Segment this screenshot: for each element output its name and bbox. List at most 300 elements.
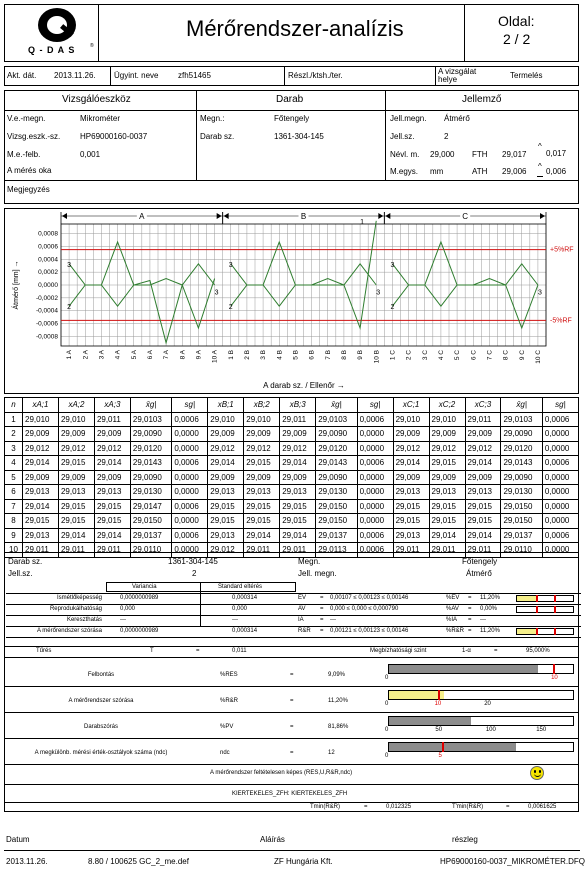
table-cell: 29,009 <box>23 427 59 442</box>
table-row <box>5 470 579 485</box>
table-cell: 29,011 <box>465 412 501 427</box>
table-cell: 29,0120 <box>316 441 357 456</box>
table-cell: 29,0150 <box>501 499 542 514</box>
x-tick-label: 1 C <box>389 350 397 361</box>
var-range: 0,00107 ≤ 0,00123 ≤ 0,00146 <box>330 595 409 601</box>
var-eq: = <box>320 617 324 623</box>
run-chart <box>4 208 579 394</box>
pct-value: 11,20% <box>480 628 500 634</box>
var-code: R&R <box>298 628 311 634</box>
column-header: xA;3 <box>94 398 130 413</box>
table-cell: 29,011 <box>280 412 316 427</box>
sum-darab-label: Darab sz. <box>8 557 43 566</box>
table-cell: 29,0120 <box>130 441 171 456</box>
table-cell: 29,010 <box>208 412 244 427</box>
table-cell: 29,014 <box>465 528 501 543</box>
akt-dat-label: Akt. dát. <box>7 71 37 80</box>
column-header: xA;1 <box>23 398 59 413</box>
table-cell: 29,009 <box>429 470 465 485</box>
tmin-rr2: 0,0061625 <box>528 804 557 810</box>
index-code: %R&R <box>220 698 239 704</box>
table-cell: 29,013 <box>465 485 501 500</box>
eszkoz-felb-label: M.e.-felb. <box>7 150 41 159</box>
table-cell: 0,0000 <box>172 514 208 529</box>
table-cell: 29,011 <box>429 543 465 558</box>
table-cell: 29,012 <box>23 441 59 456</box>
table-cell: 29,013 <box>244 485 280 500</box>
qdas-logo <box>38 8 76 42</box>
nevl: 29,000 <box>430 150 455 159</box>
eszkoz-szam-label: Vizsg.eszk.-sz. <box>7 132 61 141</box>
index-tick: 5 <box>438 753 442 759</box>
eszkoz-szam: HP69000160-0037 <box>80 132 148 141</box>
table-cell: 29,009 <box>465 427 501 442</box>
section-jellemzo: Jellemző <box>462 94 502 105</box>
datum-label: Datum <box>6 835 30 844</box>
pct-label: %EV <box>446 595 460 601</box>
table-cell: 0,0006 <box>357 412 393 427</box>
index-bar <box>388 742 574 752</box>
table-cell: 29,0137 <box>501 528 542 543</box>
result-text: A mérőrendszer feltételesen képes (RES,U,R&R,ndc) <box>210 770 353 776</box>
point-marker: 3 <box>537 289 542 297</box>
ugyint-label: Ügyint. neve <box>114 71 159 80</box>
table-cell: 29,011 <box>94 543 130 558</box>
table-cell: 0,0000 <box>542 427 578 442</box>
table-cell: 29,0090 <box>316 470 357 485</box>
y-tick-label: -0,0008 <box>35 333 58 341</box>
y-tick-label: -0,0006 <box>35 320 58 328</box>
ath-tol: 0,006 <box>546 167 567 176</box>
index-bar <box>388 690 574 700</box>
table-cell: 2 <box>5 427 23 442</box>
x-tick-label: 7 C <box>486 350 494 361</box>
table-cell: 0,0006 <box>357 528 393 543</box>
table-cell: 29,011 <box>23 543 59 558</box>
table-cell: 29,0147 <box>130 499 171 514</box>
table-cell: 29,011 <box>94 412 130 427</box>
column-header: xB;2 <box>244 398 280 413</box>
table-cell: 9 <box>5 528 23 543</box>
x-tick-label: 3 B <box>260 350 268 360</box>
table-row <box>5 485 579 500</box>
table-cell: 0,0000 <box>542 499 578 514</box>
table-cell: 29,009 <box>94 427 130 442</box>
measurement-table <box>4 397 579 558</box>
group-label: A <box>139 212 145 221</box>
megb-label: Megbízhatósági szint <box>370 648 427 654</box>
table-cell: 29,012 <box>58 441 94 456</box>
table-cell: 29,012 <box>280 441 316 456</box>
table-cell: 29,009 <box>244 427 280 442</box>
table-cell: 29,011 <box>465 543 501 558</box>
table-cell: 29,010 <box>429 412 465 427</box>
limit-label: +5%RF <box>550 246 574 254</box>
table-cell: 0,0000 <box>172 470 208 485</box>
var-eq: = <box>320 595 324 601</box>
tures: 0,011 <box>232 648 247 654</box>
table-cell: 0,0000 <box>542 514 578 529</box>
column-header: sg| <box>357 398 393 413</box>
table-cell: 29,013 <box>23 528 59 543</box>
table-cell: 29,011 <box>280 543 316 558</box>
x-tick-label: 3 A <box>98 350 106 360</box>
table-cell: 0,0006 <box>542 528 578 543</box>
ugyint: zfh51465 <box>178 71 211 80</box>
table-cell: 0,0006 <box>542 456 578 471</box>
table-cell: 29,0143 <box>316 456 357 471</box>
x-tick-label: 8 B <box>340 350 348 360</box>
table-cell: 29,015 <box>429 514 465 529</box>
group-label: C <box>462 212 469 221</box>
tmin-rr-label: Tmin(R&R) <box>310 804 340 810</box>
index-value: 12 <box>328 750 335 756</box>
x-axis-label: A darab sz. / Ellenőr → <box>263 381 345 390</box>
pct-value: 0,00% <box>480 606 498 612</box>
x-tick-label: 10 C <box>534 350 542 364</box>
reszl-label: Részl./ktsh./ter. <box>288 71 343 80</box>
table-cell: 29,013 <box>208 485 244 500</box>
table-cell: 29,012 <box>244 441 280 456</box>
x-tick-label: 4 C <box>437 350 445 361</box>
table-cell: 29,0130 <box>501 485 542 500</box>
table-cell: 29,0090 <box>316 427 357 442</box>
index-tick: 50 <box>435 727 443 733</box>
index-label: A megkülönb. mérési érték-osztályok száma (ndc) <box>34 750 168 756</box>
table-cell: 0,0000 <box>357 441 393 456</box>
section-darab: Darab <box>276 94 304 105</box>
darab-megn-label: Megn.: <box>200 114 225 123</box>
table-cell: 29,009 <box>393 470 429 485</box>
table-cell: 29,009 <box>58 470 94 485</box>
table-cell: 7 <box>5 499 23 514</box>
x-tick-label: 2 C <box>405 350 413 361</box>
table-cell: 29,0130 <box>316 485 357 500</box>
table-cell: 1 <box>5 412 23 427</box>
table-cell: 29,0130 <box>130 485 171 500</box>
table-cell: 29,013 <box>393 485 429 500</box>
table-cell: 29,015 <box>58 499 94 514</box>
x-tick-label: 6 C <box>470 350 478 361</box>
y-tick-label: -0,0002 <box>35 294 58 302</box>
sum-jell: 2 <box>192 569 197 578</box>
index-tick: 10 <box>434 701 442 707</box>
table-cell: 29,0137 <box>316 528 357 543</box>
footer-file: HP69000160-0037_MIKROMÉTER.DFQ <box>440 857 585 866</box>
table-cell: 0,0000 <box>172 485 208 500</box>
column-header: xB;1 <box>208 398 244 413</box>
table-cell: 29,0110 <box>130 543 171 558</box>
table-cell: 29,015 <box>244 499 280 514</box>
table-cell: 29,014 <box>244 528 280 543</box>
x-tick-label: 4 B <box>276 350 284 360</box>
pct-label: %IA <box>446 617 458 623</box>
var-label: Ismétlőképesség <box>56 595 102 601</box>
x-tick-label: 5 B <box>292 350 300 360</box>
index-eq: = <box>290 698 294 704</box>
std-value: --- <box>232 617 238 623</box>
tures-eq: = <box>196 648 200 654</box>
table-cell: 29,014 <box>58 528 94 543</box>
megb-sym: 1-α <box>462 648 471 654</box>
table-cell: 5 <box>5 470 23 485</box>
std-value: 0,000314 <box>232 628 258 634</box>
table-cell: 29,013 <box>429 485 465 500</box>
page-label: Oldal: <box>498 13 535 29</box>
table-cell: 29,0090 <box>130 470 171 485</box>
pct-eq: = <box>468 595 472 601</box>
table-cell: 29,012 <box>465 441 501 456</box>
jell-megn: Átmérő <box>444 114 470 123</box>
std-label: Standard eltérés <box>218 584 263 590</box>
caret-up: ^ <box>538 142 542 151</box>
table-cell: 29,010 <box>23 412 59 427</box>
table-cell: 29,014 <box>393 456 429 471</box>
table-cell: 29,015 <box>244 514 280 529</box>
tmin-eq2: = <box>506 804 510 810</box>
table-cell: 29,009 <box>393 427 429 442</box>
table-cell: 29,015 <box>465 514 501 529</box>
point-marker: 2 <box>390 304 395 312</box>
std-value: 0,000 <box>232 606 248 612</box>
table-cell: 29,0110 <box>501 543 542 558</box>
index-label: A mérőrendszer szórása <box>68 698 134 704</box>
jell-megn-label: Jell.megn. <box>390 114 427 123</box>
footer-company: ZF Hungária Kft. <box>274 857 333 866</box>
table-cell: 29,009 <box>429 427 465 442</box>
variancia-label: Variancia <box>132 584 157 590</box>
table-cell: 29,015 <box>393 514 429 529</box>
footer-version: 8.80 / 100625 GC_2_me.def <box>88 857 189 866</box>
sum-darab: 1361-304-145 <box>168 557 218 566</box>
table-row <box>5 499 579 514</box>
column-header: sg| <box>172 398 208 413</box>
table-cell: 29,015 <box>393 499 429 514</box>
var-value: --- <box>120 617 126 623</box>
table-cell: 29,009 <box>58 427 94 442</box>
table-cell: 0,0000 <box>542 543 578 558</box>
table-cell: 29,0090 <box>501 427 542 442</box>
table-cell: 0,0000 <box>357 514 393 529</box>
table-cell: 3 <box>5 441 23 456</box>
x-tick-label: 8 A <box>179 350 187 360</box>
ath: 29,006 <box>502 167 527 176</box>
table-cell: 0,0006 <box>172 528 208 543</box>
smiley-icon <box>530 766 544 780</box>
column-header: sg| <box>542 398 578 413</box>
table-cell: 29,009 <box>208 427 244 442</box>
mini-bar <box>516 606 574 613</box>
table-cell: 29,0090 <box>130 427 171 442</box>
table-cell: 6 <box>5 485 23 500</box>
footer-date: 2013.11.26. <box>6 857 48 866</box>
table-cell: 29,0150 <box>130 514 171 529</box>
table-cell: 0,0000 <box>357 499 393 514</box>
mini-bar <box>516 628 574 635</box>
column-header: xC;3 <box>465 398 501 413</box>
point-marker: 3 <box>214 289 219 297</box>
x-tick-label: 1 B <box>227 350 235 360</box>
eszkoz-megn: Mikrométer <box>80 114 121 123</box>
logo-text: Q - D A S <box>28 45 76 55</box>
table-cell: 29,009 <box>208 470 244 485</box>
table-row <box>5 412 579 427</box>
index-tick: 0 <box>385 701 389 707</box>
table-cell: 29,014 <box>465 456 501 471</box>
var-value: 0,000 <box>120 606 136 612</box>
group-label: B <box>300 212 307 221</box>
y-tick-label: 0,0002 <box>38 269 58 277</box>
table-cell: 29,012 <box>393 441 429 456</box>
table-cell: 4 <box>5 456 23 471</box>
table-cell: 29,015 <box>429 456 465 471</box>
limit-label: -5%RF <box>550 317 572 325</box>
index-tick: 150 <box>536 727 547 733</box>
table-cell: 29,011 <box>393 543 429 558</box>
jell-sz: 2 <box>444 132 449 141</box>
point-marker: 3 <box>67 261 72 269</box>
pct-eq: = <box>468 628 472 634</box>
page-title: Mérőrendszer-analízis <box>186 16 404 41</box>
column-header: xC;1 <box>393 398 429 413</box>
table-cell: 29,014 <box>208 456 244 471</box>
megb-eq: = <box>494 648 498 654</box>
y-tick-label: 0,0004 <box>38 256 58 264</box>
point-marker: 3 <box>376 289 381 297</box>
table-cell: 29,011 <box>244 543 280 558</box>
kiertekeles: KIERTEKELES_ZFH: KIERTEKELES_ZFH <box>232 791 348 797</box>
table-cell: 29,010 <box>393 412 429 427</box>
table-cell: 0,0006 <box>357 543 393 558</box>
pct-value: 11,20% <box>480 595 500 601</box>
table-cell: 29,0090 <box>501 470 542 485</box>
index-code: ndc <box>220 750 230 756</box>
table-cell: 29,010 <box>244 412 280 427</box>
table-cell: 29,009 <box>280 470 316 485</box>
x-tick-label: 9 A <box>195 350 203 360</box>
var-label: A mérőrendszer szórása <box>36 628 102 634</box>
table-cell: 0,0000 <box>172 427 208 442</box>
table-cell: 29,012 <box>208 543 244 558</box>
table-cell: 29,015 <box>94 514 130 529</box>
var-range: --- <box>330 617 336 623</box>
akt-dat: 2013.11.26. <box>54 71 96 80</box>
table-cell: 29,015 <box>465 499 501 514</box>
table-cell: 29,009 <box>94 470 130 485</box>
table-cell: 0,0000 <box>542 470 578 485</box>
fth-label: FTH <box>472 150 488 159</box>
index-tick: 100 <box>485 727 496 733</box>
mini-bar <box>516 595 574 602</box>
table-cell: 10 <box>5 543 23 558</box>
table-cell: 29,009 <box>23 470 59 485</box>
table-cell: 29,0143 <box>501 456 542 471</box>
pct-value: --- <box>480 617 486 623</box>
sum-megn-label: Megn. <box>298 557 321 566</box>
table-cell: 29,014 <box>429 528 465 543</box>
table-cell: 29,0137 <box>130 528 171 543</box>
var-value: 0,0000000989 <box>120 595 159 601</box>
table-cell: 0,0000 <box>357 427 393 442</box>
table-cell: 29,012 <box>208 441 244 456</box>
table-cell: 29,015 <box>23 514 59 529</box>
page-number: 2 / 2 <box>503 31 531 47</box>
x-tick-label: 7 A <box>163 350 171 360</box>
table-cell: 29,015 <box>58 456 94 471</box>
var-label: Reprodukálhatóság <box>49 606 102 612</box>
var-value: 0,0000000989 <box>120 628 159 634</box>
table-cell: 29,015 <box>280 514 316 529</box>
table-cell: 8 <box>5 514 23 529</box>
table-cell: 29,013 <box>280 485 316 500</box>
point-marker: 2 <box>228 304 233 312</box>
x-tick-label: 7 B <box>324 350 332 360</box>
eszkoz-felb: 0,001 <box>80 150 101 159</box>
table-cell: 29,009 <box>465 470 501 485</box>
table-cell: 29,015 <box>94 499 130 514</box>
megjegyzes-label: Megjegyzés <box>7 185 50 194</box>
tures-sym: T <box>150 648 154 654</box>
eszkoz-megn-label: V.e.-megn. <box>7 114 46 123</box>
y-tick-label: 0,0008 <box>38 230 58 238</box>
megys: mm <box>430 167 444 176</box>
index-tick: 0 <box>385 727 389 733</box>
column-header: xC;2 <box>429 398 465 413</box>
index-tick: 10 <box>551 675 558 681</box>
reszleg-label: részleg <box>452 835 478 844</box>
table-cell: 0,0000 <box>542 441 578 456</box>
table-cell: 29,011 <box>58 543 94 558</box>
index-eq: = <box>290 724 294 730</box>
section-eszkoz: Vizsgálóeszköz <box>62 94 131 105</box>
x-tick-label: 1 A <box>66 350 74 360</box>
point-marker: 3 <box>228 261 233 269</box>
table-cell: 29,0103 <box>316 412 357 427</box>
index-value: 81,86% <box>328 724 349 730</box>
var-range: 0,00121 ≤ 0,00123 ≤ 0,00146 <box>330 628 409 634</box>
x-tick-label: 5 C <box>454 350 462 361</box>
x-tick-label: 9 B <box>357 350 365 360</box>
std-value: 0,000314 <box>232 595 258 601</box>
x-tick-label: 2 B <box>243 350 251 360</box>
table-row <box>5 427 579 442</box>
var-eq: = <box>320 606 324 612</box>
table-row <box>5 528 579 543</box>
x-tick-label: 8 C <box>502 350 510 361</box>
table-cell: 29,014 <box>23 456 59 471</box>
column-header: xA;2 <box>58 398 94 413</box>
darab-sz-label: Darab sz. <box>200 132 235 141</box>
pct-label: %AV <box>446 606 459 612</box>
table-row <box>5 514 579 529</box>
table-cell: 29,015 <box>208 514 244 529</box>
x-tick-label: 3 C <box>421 350 429 361</box>
table-cell: 29,013 <box>393 528 429 543</box>
index-code: %RES <box>220 672 238 678</box>
sum-jell-label: Jell.sz. <box>8 569 33 578</box>
point-marker: 3 <box>390 261 395 269</box>
table-cell: 29,013 <box>208 528 244 543</box>
table-cell: 29,009 <box>244 470 280 485</box>
table-cell: 29,012 <box>94 441 130 456</box>
y-tick-label: 0,0006 <box>38 243 58 251</box>
table-cell: 0,0000 <box>357 470 393 485</box>
var-code: IA <box>298 617 304 623</box>
x-tick-label: 4 A <box>114 350 122 360</box>
point-marker: 1 <box>360 218 365 226</box>
index-tick: 20 <box>484 701 491 707</box>
table-cell: 29,013 <box>58 485 94 500</box>
